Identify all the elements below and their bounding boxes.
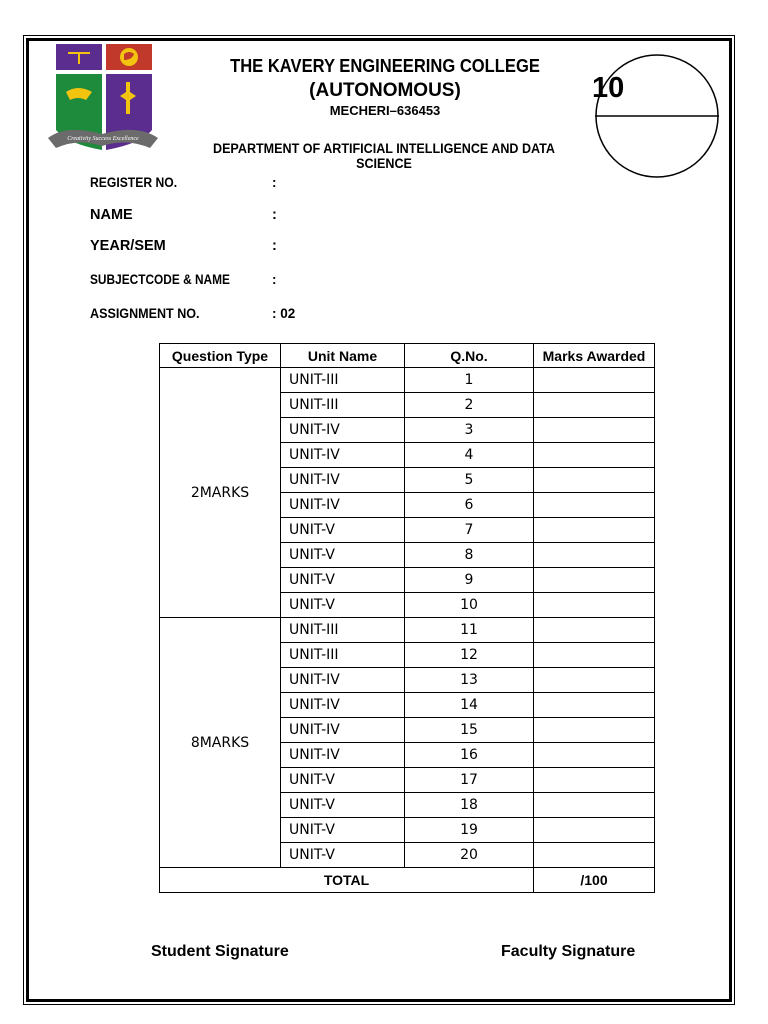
field-value: :: [272, 207, 277, 223]
marks-awarded-cell[interactable]: [534, 743, 655, 768]
qno-cell: 19: [405, 818, 534, 843]
marks-awarded-cell[interactable]: [534, 643, 655, 668]
unit-name-cell: UNIT-V: [281, 543, 405, 568]
marks-awarded-cell[interactable]: [534, 368, 655, 393]
marks-awarded-cell[interactable]: [534, 693, 655, 718]
unit-name-cell: UNIT-V: [281, 793, 405, 818]
table-body: [160, 368, 655, 868]
unit-name-cell: UNIT-III: [281, 368, 405, 393]
total-value: /100: [534, 868, 655, 893]
qno-cell: 14: [405, 693, 534, 718]
qno-cell: 15: [405, 718, 534, 743]
field-value: :: [272, 272, 277, 287]
table-row: [160, 368, 655, 393]
marks-awarded-cell[interactable]: [534, 418, 655, 443]
header-qno: Q.No.: [405, 344, 534, 368]
qno-cell: 10: [405, 593, 534, 618]
marks-table: [159, 343, 655, 893]
field-label: SUBJECTCODE & NAME: [90, 272, 230, 287]
qno-cell: 3: [405, 418, 534, 443]
qno-cell: 13: [405, 668, 534, 693]
field-label: NAME: [90, 207, 133, 223]
marks-awarded-cell[interactable]: [534, 618, 655, 643]
unit-name-cell: UNIT-V: [281, 568, 405, 593]
marks-awarded-cell[interactable]: [534, 593, 655, 618]
marks-awarded-cell[interactable]: [534, 493, 655, 518]
marks-awarded-cell[interactable]: [534, 793, 655, 818]
field-value: :: [272, 175, 277, 190]
unit-name-cell: UNIT-IV: [281, 743, 405, 768]
total-label: TOTAL: [160, 868, 534, 893]
unit-name-cell: UNIT-IV: [281, 668, 405, 693]
marks-awarded-cell[interactable]: [534, 568, 655, 593]
unit-name-cell: UNIT-V: [281, 818, 405, 843]
unit-name-cell: UNIT-IV: [281, 418, 405, 443]
marks-awarded-cell[interactable]: [534, 668, 655, 693]
unit-name-cell: UNIT-V: [281, 768, 405, 793]
field-label: ASSIGNMENT NO.: [90, 306, 200, 321]
qno-cell: 5: [405, 468, 534, 493]
header-unit-name: Unit Name: [281, 344, 405, 368]
header-question-type: Question Type: [160, 344, 281, 368]
field-label: YEAR/SEM: [90, 238, 166, 254]
college-logo-icon: [46, 42, 160, 154]
unit-name-cell: UNIT-V: [281, 518, 405, 543]
unit-name-cell: UNIT-IV: [281, 693, 405, 718]
field-value: :: [272, 238, 277, 254]
header-marks-awarded: Marks Awarded: [534, 344, 655, 368]
total-row: [160, 868, 655, 893]
qno-cell: 20: [405, 843, 534, 868]
marks-awarded-cell[interactable]: [534, 718, 655, 743]
department-name: DEPARTMENT OF ARTIFICIAL INTELLIGENCE AND DATA SCIENCE: [212, 141, 555, 171]
college-location: MECHERI–636453: [329, 103, 441, 118]
qno-cell: 18: [405, 793, 534, 818]
unit-name-cell: UNIT-IV: [281, 718, 405, 743]
field-name: [90, 207, 277, 223]
field-value: : 02: [272, 306, 296, 321]
qno-cell: 2: [405, 393, 534, 418]
qno-cell: 12: [405, 643, 534, 668]
qno-cell: 9: [405, 568, 534, 593]
marks-awarded-cell[interactable]: [534, 393, 655, 418]
score-mark: 10: [592, 72, 625, 104]
qno-cell: 6: [405, 493, 534, 518]
qno-cell: 17: [405, 768, 534, 793]
qno-cell: 7: [405, 518, 534, 543]
qno-cell: 4: [405, 443, 534, 468]
faculty-signature-label: Faculty Signature: [501, 943, 636, 960]
qno-cell: 11: [405, 618, 534, 643]
unit-name-cell: UNIT-V: [281, 593, 405, 618]
logo-motto: Creativity Success Excellence: [67, 136, 139, 142]
qno-cell: 1: [405, 368, 534, 393]
marks-awarded-cell[interactable]: [534, 543, 655, 568]
unit-name-cell: UNIT-III: [281, 393, 405, 418]
marks-awarded-cell[interactable]: [534, 843, 655, 868]
question-type-cell: 2MARKS: [160, 368, 281, 618]
marks-awarded-cell[interactable]: [534, 518, 655, 543]
question-type-cell: 8MARKS: [160, 618, 281, 868]
student-signature-label: Student Signature: [151, 943, 289, 960]
unit-name-cell: UNIT-III: [281, 643, 405, 668]
field-year-sem: [90, 238, 277, 254]
unit-name-cell: UNIT-V: [281, 843, 405, 868]
unit-name-cell: UNIT-III: [281, 618, 405, 643]
unit-name-cell: UNIT-IV: [281, 443, 405, 468]
field-subject: [90, 272, 277, 287]
table-row: [160, 618, 655, 643]
qno-cell: 8: [405, 543, 534, 568]
college-status: (AUTONOMOUS): [309, 80, 461, 101]
field-assignment-no: [90, 306, 295, 321]
college-name: THE KAVERY ENGINEERING COLLEGE: [230, 56, 540, 76]
marks-awarded-cell[interactable]: [534, 468, 655, 493]
marks-awarded-cell[interactable]: [534, 443, 655, 468]
table-header-row: [160, 344, 655, 368]
unit-name-cell: UNIT-IV: [281, 468, 405, 493]
qno-cell: 16: [405, 743, 534, 768]
marks-awarded-cell[interactable]: [534, 818, 655, 843]
marks-awarded-cell[interactable]: [534, 768, 655, 793]
unit-name-cell: UNIT-IV: [281, 493, 405, 518]
field-register-no: [90, 175, 277, 190]
field-label: REGISTER NO.: [90, 175, 178, 190]
